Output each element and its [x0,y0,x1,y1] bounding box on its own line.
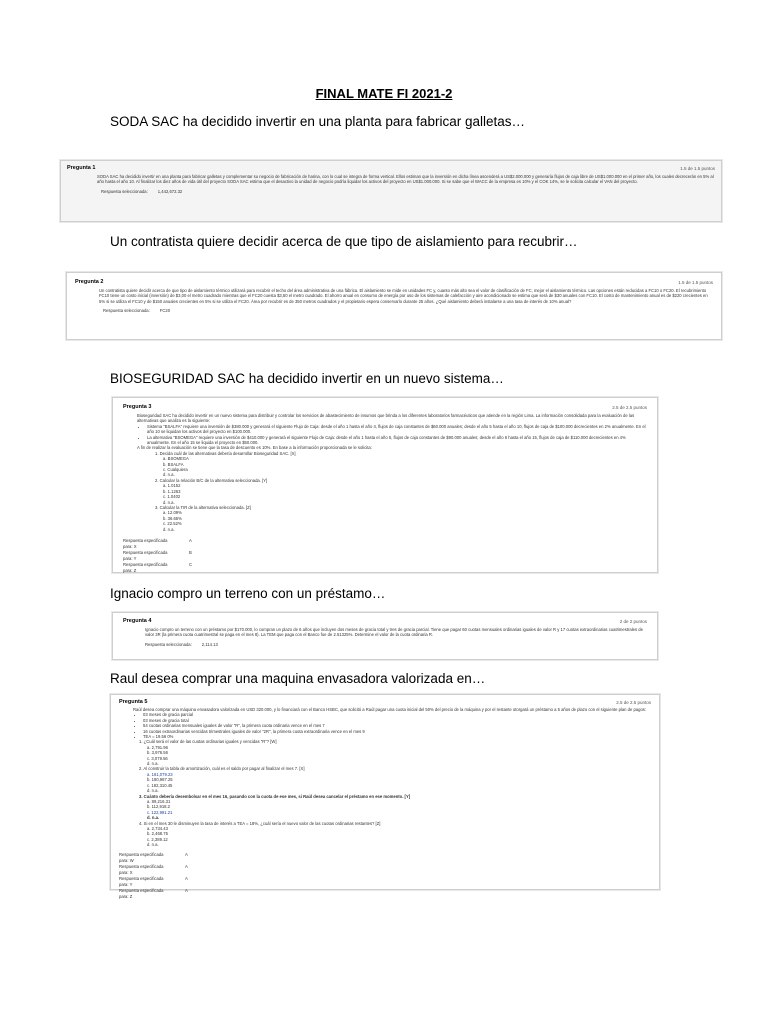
answer-key: Respuesta especificada para: W [119,851,164,863]
option: a. 2,734.43 [147,825,168,831]
option: c. 182,310.45 [147,782,173,788]
question-5-item-2: 2. Al construir la tabla de amortización, cuál es el saldo por pagar al finalizar el mes 7. [X] [139,766,305,772]
option: d. n.a. [147,788,159,794]
question-1-points: 1.5 de 1.5 puntos [680,165,715,171]
option: b. BSALFA [163,461,184,467]
option: a. 89,216.31 [147,798,171,804]
question-5-bullet: • 16 cuotas extraordinarias vencidas trimestrales iguales de valor "2R", la primera cuota extraordinaria vence en el mes 9 [143,729,651,734]
question-3-bullet: • La alternativa "BSOMEGA" requiere una inversión de $410.000 y generará el siguiente Flujo de Caja: desde el año 1 hasta el año 5, flujos de caja constantes de $90.000 anuales; desde el año 6 hasta el año 15, flujos de caja de $110.000 decrecientes en 4% anualmente. En el año 15 se liquida el proyecto en $50.000. [147,435,647,446]
question-3-bullet: • Sistema "BSALFA" requiere una inversión de $380.000 y generará el siguiente Flujo de Caja: desde el año 1 hasta el año 4, flujos de caja constantes de $60.000 anuales; desde el año 5 hasta el año 10, flujos de caja de $100.000 decrecientes en 2% anualmente. En el año 10 se liquidan los activos del proyecto en $100.000. [147,424,647,435]
heading-raul: Raul desea comprar una maquina envasadora valorizada en… [110,671,486,686]
question-2-label: Pregunta 2 [75,279,104,285]
option: c. 3,079.56 [147,755,168,761]
option: a. 1.0152 [163,483,181,489]
answer-key: Respuesta especificada para: X [123,537,168,549]
answer-value: A [185,875,188,881]
question-5-screenshot [110,694,660,899]
option: b. 3,976.56 [147,750,168,756]
question-1-answer-label: Respuesta seleccionada: [101,188,148,194]
option: b. 180,987.25 [147,777,173,783]
option: a. BSOMEGA [163,456,189,462]
option: c. Cualquiera [163,467,188,473]
answer-value: B [189,549,192,555]
option: c. 122,991.21 [147,809,173,815]
heading-bioseguridad: BIOSEGURIDAD SAC ha decidido invertir en un nuevo sistema… [110,371,504,386]
question-4-label: Pregunta 4 [123,618,152,624]
option: d. n.a. [163,499,175,505]
question-5-bullet: • 54 cuotas ordinarias mensuales iguales de valor "R", la primera cuota ordinaria vence en el mes 7 [143,723,651,728]
option: c. 22.52% [163,521,182,527]
question-3-item-1: 1. Decida cuál de las alternativas debería desarrollar Bioseguridad SAC. [X] [155,450,296,456]
question-5-item-4: 4. Si en el mes 30 le disminuyen la tasa de interés a TEA = 18%, ¿cuál sería el nuevo valor de las cuotas ordinarias restantes? [Z] [139,820,381,826]
question-3-label: Pregunta 3 [123,404,152,410]
question-4-text: Ignacio compro un terreno con un préstamo por $170.000, lo compran un plazo de 6 años que incluyen dos meses de gracia total y tres de gracia parcial. Tiene que pagar 60 cuotas mensuales ordinarias iguales de valor R y 17 cuotas extraordinarias cuatrimestrales de valor 3R (la primera cuota cuatrimestral se paga en el mes 8). La TEM que paga con el Banco fue de 2.51325%. Determine el valor de la cuota ordinaria R. [145,627,643,638]
option: d. n.a. [163,472,175,478]
option: a. 12.09% [163,510,182,516]
heading-contratista: Un contratista quiere decidir acerca de que tipo de aislamiento para recubrir… [110,234,578,249]
answer-key: Respuesta especificada para: Y [119,875,164,887]
question-4-answer-value: 2,114.13 [201,641,218,647]
option: c. 1.0402 [163,494,181,500]
question-3-points: 2.5 de 2.5 puntos [612,404,647,410]
question-5-label: Pregunta 5 [119,699,148,705]
question-3-intro: Bioseguridad SAC ha decidido invertir en un nuevo sistema para distribuir y controlar los servicios de abastecimiento de insumos que brinda a los diferentes laboratorios farmacéuticos que atiende en la región Lima. La información consolidada para la evaluación de las alternativas que analiza es la siguiente: [137,413,635,424]
option: b. 1.1263 [163,488,181,494]
question-3-tail: A fin de realizar la evaluación se tiene que la tasa de descuento es 10%. En base a la información proporcionada se le solicita: [137,445,372,451]
document-title: FINAL MATE FI 2021-2 [315,86,453,101]
option: a. 161,079.23 [147,771,173,777]
question-5-intro: Raúl desea comprar una máquina envasadora valorizada en USD 320.000, y lo financiará con el Banco HSBC, que solicitó a Raúl pagar una cuota inicial del 50% del precio de la máquina y por el restante otorgará un préstamo a 5 años de plazo con el siguiente plan de pagos: [133,707,647,712]
question-5-item-1: 1. ¿Cuál será el valor de las cuotas ordinarias iguales y vencidas "R"? [W] [139,739,277,745]
heading-soda-sac: SODA SAC ha decidido invertir en una planta para fabricar galletas… [110,114,525,129]
question-1-screenshot [60,160,722,222]
question-2-text: Un contratista quiere decidir acerca de que tipo de aislamiento térmico utilizará para recubrir el techo del área administrativa de una fábrica. El aislamiento se mide en unidades FC y, cuanto más alto sea el valor de clasificación de FC, mejor el aislamiento térmico. Las opciones están reducidas a FC10 o FC20. El recubrimiento FC10 tiene un costo inicial (inversión) de $3,00 el metro cuadrado mientras que el FC20 cuesta $3,50 el metro cuadrado. El ahorro anual en consumo de energía por uso de los sistemas de calefacción y aire acondicionado se estima que será de $30 anuales con FC10. El costo de mantenimiento anual es de $220 crecientes en 5% si se utiliza el FC10 y de $150 anuales crecientes en 5% si se utiliza el FC20. Área por recubrir es de 350 metros cuadrados y el propietario espera conservarlo durante 25 años. ¿Qué aislamiento deberá instalarse a una tasa de interés de 10% anual? [99,288,708,304]
question-1-text: SODA SAC ha decidido invertir en una planta para fabricar galletas y complementar su negocio de fabricación de harina, con lo cual se integra de forma vertical. Ellos estiman que la inversión en dicha línea ascenderá a US$2.000.000 y generaría flujos de caja libre de US$1.000.000 en el primer año, los cuales decrecerán en 5% al año hasta el año 10. Al finalizar los diez años de vida útil del proyecto SODA SAC estima que el desactivo la unidad de negocio podría liquidar los activos del proyecto en US$1.000.000. Si se sabe que el WACC de la empresa es 10% y el COK 14%, se le solicita calcular el VAN del proyecto. [97,174,714,185]
question-1-answer-value: 1,442,672.32 [157,188,183,194]
option: b. 112,918.2 [147,804,170,810]
question-2-answer-value: FC20 [159,308,171,314]
option: d. n.a. [147,761,159,767]
question-5-bullet: • 03 meses de gracia parcial [143,712,651,717]
option: b. 36.65% [163,515,182,521]
option: d. n.a. [147,842,159,848]
answer-key: Respuesta especificada para: Z [119,887,164,899]
question-3-item-2: 2. Calcular la relación B/C de la alternativa seleccionada. [Y] [155,477,268,483]
answer-value: C [189,561,193,567]
question-2-points: 1.5 de 1.5 puntos [678,279,713,285]
question-4-answer-label: Respuesta seleccionada: [145,641,192,647]
question-4-screenshot [112,612,658,660]
question-1-label: Pregunta 1 [67,165,96,171]
question-5-bullet: • TEA = 19.56 0% [143,734,651,739]
question-5-item-3: 3. Cuánto debería desembolsar en el mes 16, pasando con la cuota de ese mes, si Raúl desea cancelar el préstamo en ese momento. [Y] [139,793,411,799]
option: d. n.a. [147,815,160,821]
question-3-item-3: 3. Calcular la TIR de la alternativa seleccionada. [Z] [155,504,251,510]
answer-value: A [189,537,192,543]
answer-key: Respuesta especificada para: X [119,863,164,875]
option: c. 2,389.12 [147,836,168,842]
answer-value: A [185,863,188,869]
answer-key: Respuesta especificada para: Y [123,549,168,561]
question-5-points: 2.5 de 2.5 puntos [616,699,651,705]
option: b. 2,468.75 [147,831,168,837]
option: d. n.a. [163,526,175,532]
answer-key: Respuesta especificada para: Z [123,561,168,573]
option: a. 2,791.96 [147,744,168,750]
answer-value: A [185,887,188,893]
question-3-screenshot [112,397,658,573]
question-2-answer-label: Respuesta seleccionada: [103,308,150,314]
question-5-bullet: • 03 meses de gracia total [143,718,651,723]
answer-value: A [185,851,188,857]
heading-ignacio: Ignacio compro un terreno con un préstamo… [110,586,386,601]
question-2-screenshot [66,272,722,340]
question-4-points: 2 de 2 puntos [619,618,647,624]
